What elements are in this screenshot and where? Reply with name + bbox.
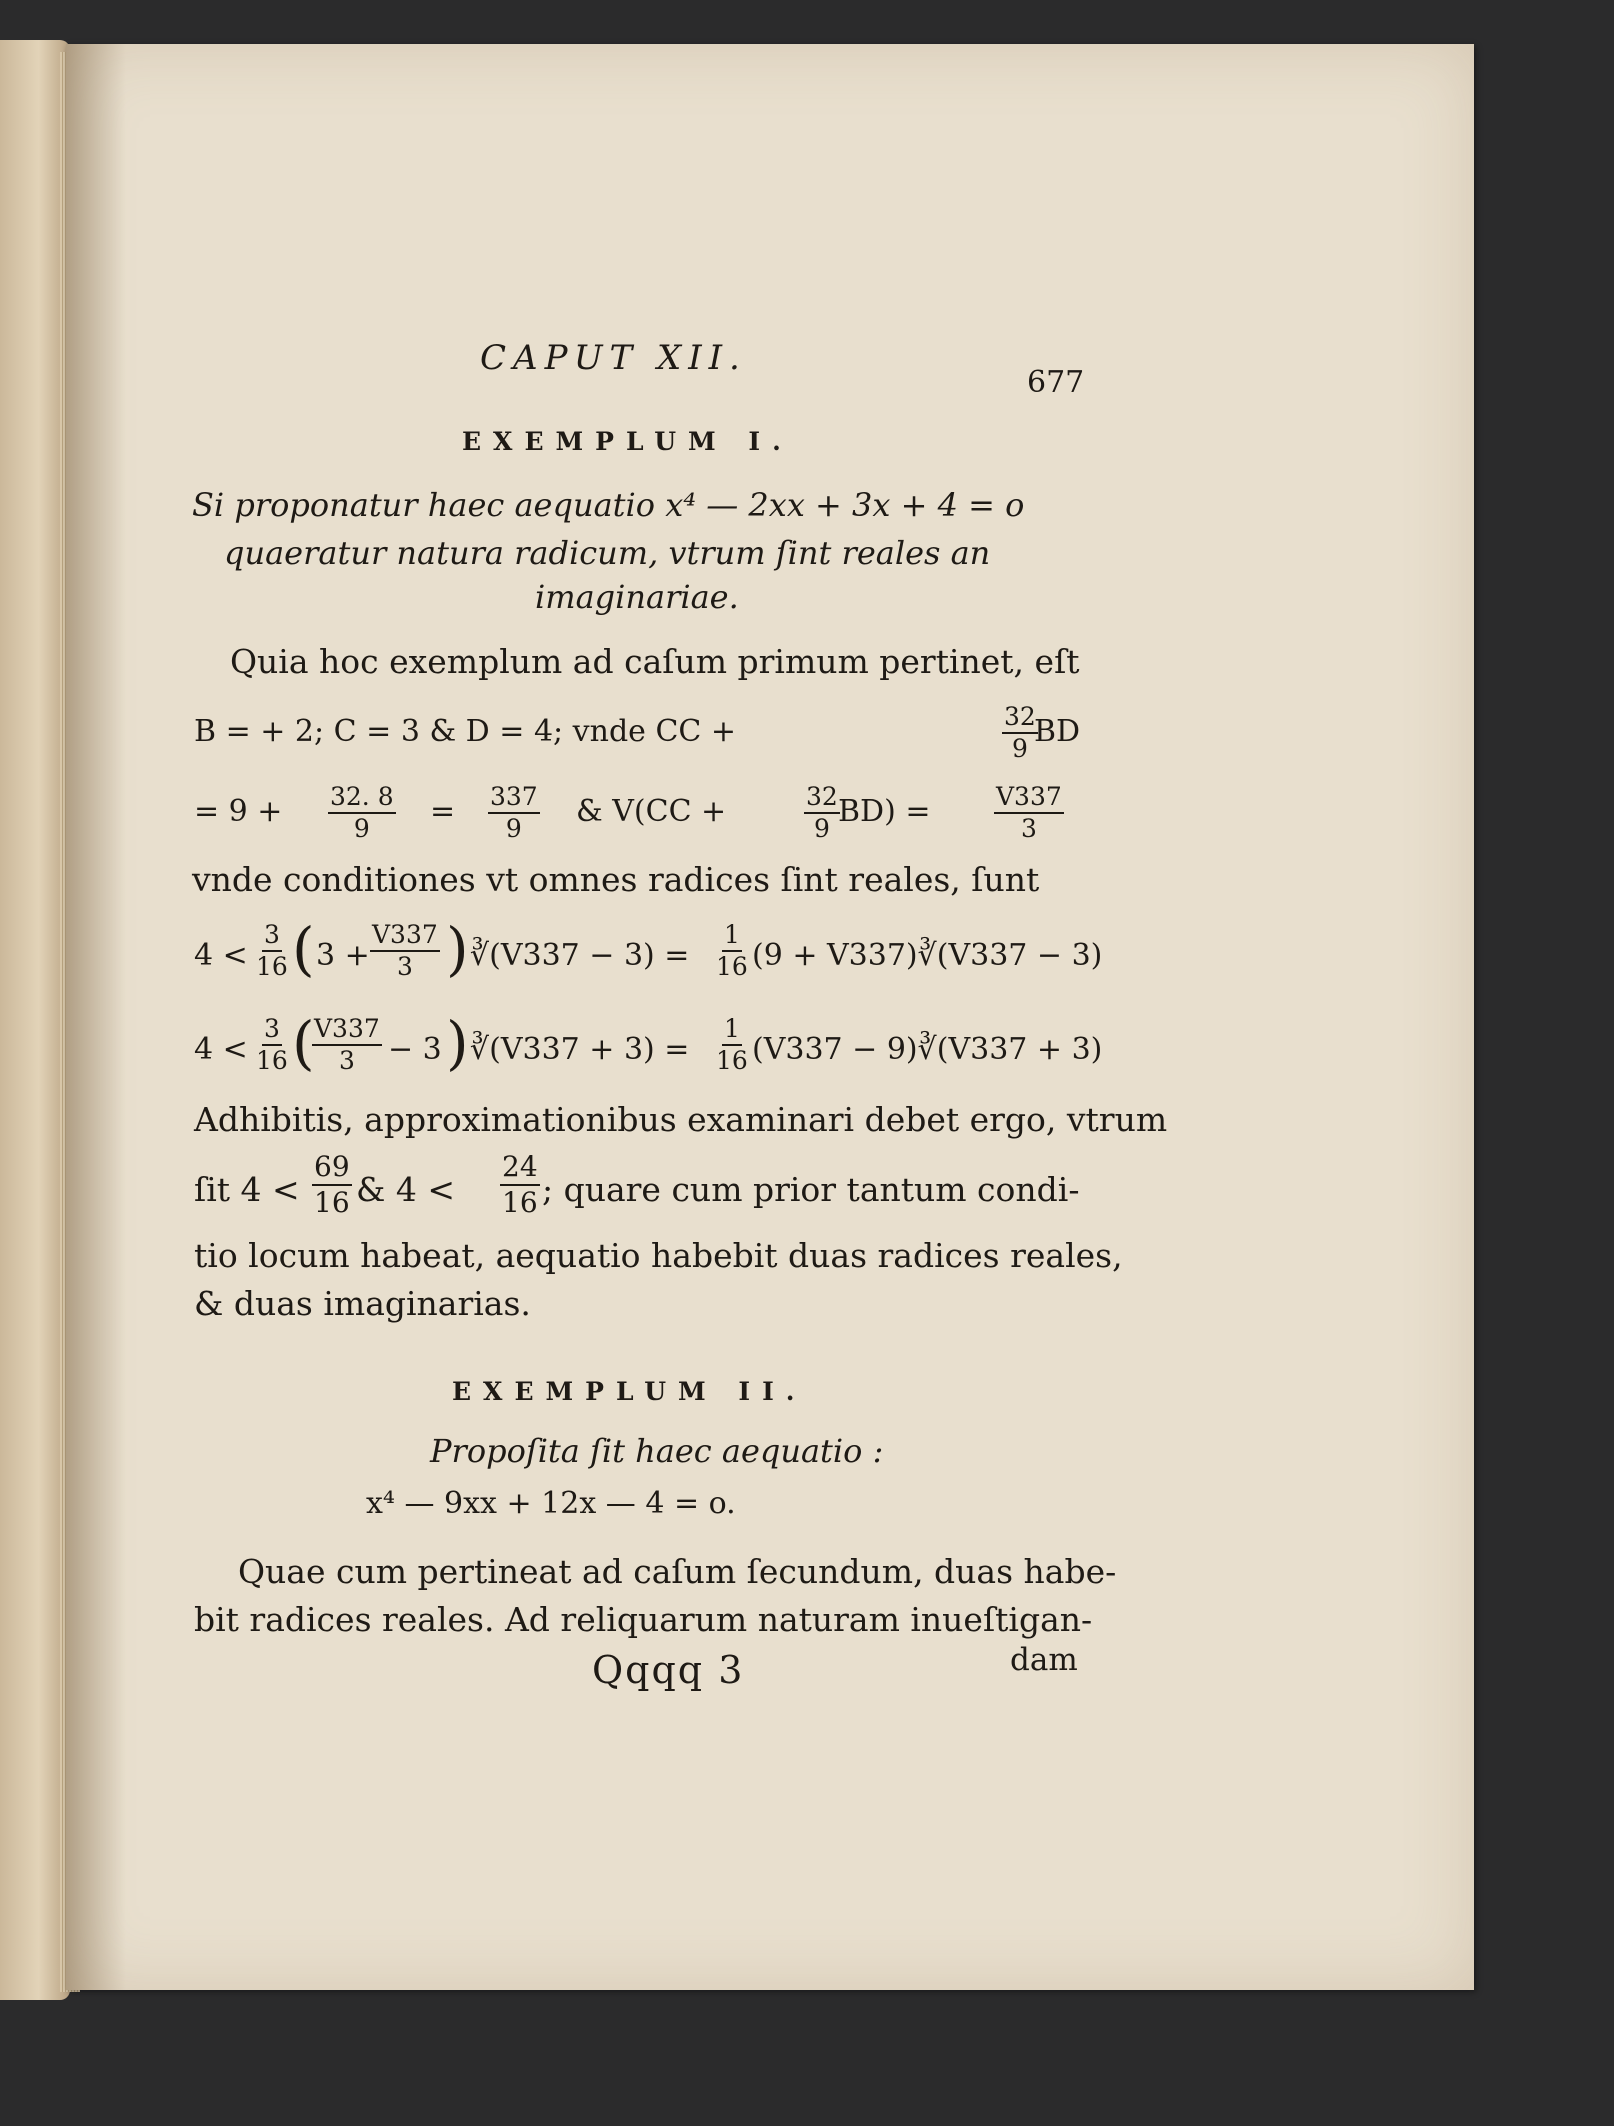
condition1-text: 3 +	[316, 938, 370, 973]
example1-heading: EXEMPLUM I.	[462, 427, 793, 456]
fraction-V337-3: $\frac{V337}{3}$	[372, 920, 438, 981]
condition2-text: 4 <	[194, 1032, 248, 1067]
condition1-text: ∛(V337 − 3) =	[470, 938, 690, 973]
fraction-1-16: $\frac{1}{16}$	[716, 920, 748, 981]
fraction-3-16: $\frac{3}{16}$	[256, 1014, 288, 1075]
close-paren: )	[446, 915, 469, 983]
fraction-V337-3: $\frac{V337}{3}$	[996, 782, 1062, 843]
equation-text: B = + 2; C = 3 & D = 4; vnde CC +	[194, 714, 737, 749]
open-paren: (	[292, 1009, 315, 1077]
fraction-1-16: $\frac{1}{16}$	[716, 1014, 748, 1075]
equation-text: =	[430, 794, 456, 829]
catchword: dam	[1010, 1642, 1078, 1678]
paragraph-line: Quae cum pertineat ad caſum ſecundum, duas habe-	[238, 1552, 1117, 1591]
example2-proposition: Propoſita ſit haec aequatio :	[430, 1432, 884, 1470]
fraction-32x8-9: $\frac{32. 8}{9}$	[330, 782, 394, 843]
condition2-text: − 3	[388, 1032, 442, 1067]
paragraph-line: ; quare cum prior tantum condi-	[542, 1170, 1080, 1209]
signature-mark: Qqqq 3	[592, 1648, 745, 1692]
equation-text: = 9 +	[194, 794, 283, 829]
example2-equation: x⁴ — 9xx + 12x — 4 = o.	[366, 1486, 736, 1521]
page-number: 677	[1027, 365, 1085, 400]
paragraph-line: ſit 4 <	[194, 1170, 300, 1209]
fraction-V337-3: $\frac{V337}{3}$	[314, 1014, 380, 1075]
paragraph-line: Quia hoc exemplum ad caſum primum pertinet, eſt	[230, 642, 1080, 681]
paragraph-line: Adhibitis, approximationibus examinari debet ergo, vtrum	[194, 1100, 1168, 1139]
fraction-32-9: $\frac{32}{9}$	[1004, 702, 1036, 763]
example1-proposition-line2: quaeratur natura radicum, vtrum ſint reales an	[224, 534, 991, 572]
equation-text: BD) =	[838, 794, 931, 829]
paragraph-line: & duas imaginarias.	[194, 1284, 531, 1323]
condition2-text: (V337 − 9)∛(V337 + 3)	[752, 1032, 1103, 1067]
example2-heading: EXEMPLUM II.	[452, 1377, 807, 1406]
running-title: CAPUT XII.	[480, 338, 747, 378]
paragraph-line: tio locum habeat, aequatio habebit duas radices reales,	[194, 1236, 1123, 1275]
condition1-text: 4 <	[194, 938, 248, 973]
condition2-text: ∛(V337 + 3) =	[470, 1032, 690, 1067]
paragraph-line: bit radices reales. Ad reliquarum naturam inueſtigan-	[194, 1600, 1093, 1639]
fraction-24-16: $\frac{24}{16}$	[502, 1150, 538, 1219]
close-paren: )	[446, 1009, 469, 1077]
equation-text: BD	[1034, 714, 1081, 749]
example1-proposition-line1: Si proponatur haec aequatio x⁴ — 2xx + 3x + 4 = o	[192, 486, 1025, 524]
paragraph-line: & 4 <	[356, 1170, 455, 1209]
fraction-69-16: $\frac{69}{16}$	[314, 1150, 350, 1219]
open-paren: (	[292, 915, 315, 983]
example1-proposition-line3: imaginariae.	[535, 578, 739, 616]
fraction-32-9: $\frac{32}{9}$	[806, 782, 838, 843]
condition1-text: (9 + V337)∛(V337 − 3)	[752, 938, 1103, 973]
fraction-337-9: $\frac{337}{9}$	[490, 782, 538, 843]
equation-text: & V(CC +	[576, 794, 727, 829]
paragraph-line: vnde conditiones vt omnes radices ſint reales, ſunt	[192, 860, 1040, 899]
fraction-3-16: $\frac{3}{16}$	[256, 920, 288, 981]
